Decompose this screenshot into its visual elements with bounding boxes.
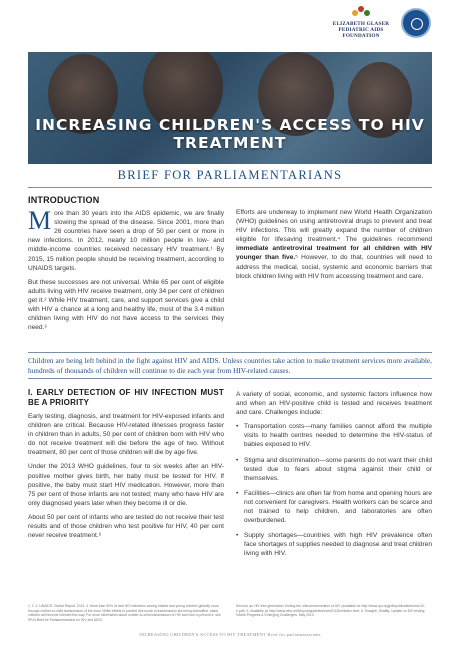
footnotes-left: 1, 2, 3. UNAIDS. Global Report. 2013. 4. More than 90% of new HIV infections among infants and young children globally occur through mother-to-child transmission of the virus. While efforts to prevent this mode of transmission are being intensified, many children will become infected this way. For more information about mother-to-child transmission of HIV and how to prevent it, see IPU's Brief for Parliamentarians on HIV and AIDS. [28,604,221,622]
list-item: • Stigma and discrimination—some parents do not want their child tested due to fears about stigma against their child or themselves. [236,456,432,483]
intro-column-right [236,208,432,286]
intro-paragraph-2: But these successes are not universal. While 65 per cent of eligible adults living with HIV receive treatment, only 34 per cent of children get it.² While HIV treatment, care, and support services give a child with HIV a chance at a long and healthy life, most of the 3.4 million children living with HIV do not have access to the services they need.³ [28,278,224,332]
egpaf-logo [329,6,393,39]
header-logos [329,6,431,39]
egpaf-mark-icon [352,6,370,20]
page-subtitle: BRIEF FOR PARLIAMENTARIANS [117,168,343,182]
pull-quote: Children are being left behind in the fight against HIV and AIDS. Unless countries take action to make treatment services more available, hundreds of thousands of children will continue to die each year from HIV-related causes. [28,352,432,379]
intro-paragraph-1 [28,206,224,273]
section1-heading: I. EARLY DETECTION OF HIV INFECTION MUST BE A PRIORITY [28,388,224,407]
intro-paragraph-3-a: Efforts are underway to implement new World Health Organization (WHO) guidelines on using antiretroviral drugs to prevent and treat HIV infections. This will greatly expand the number of children eligible for lifesaving treatment.⁴ The guidelines recommend [236,209,432,244]
challenges-list [236,422,432,558]
divider [28,187,432,188]
section1-paragraph-3: About 50 per cent of infants who are tested do not receive their test results and of those children who test positive for HIV, 40 per cent never receive treatment.⁶ [28,513,224,540]
page-footer: INCREASING CHILDREN'S ACCESS TO HIV TREATMENT Brief for parliamentarians [139,632,321,637]
hero-banner [28,52,432,164]
intro-paragraph-3 [236,208,432,281]
page-title: INCREASING CHILDREN'S ACCESS TO HIV TREATMENT [35,116,425,152]
dropcap: M [28,206,52,236]
intro-paragraph-3-bold: immediate antiretroviral treatment for all children with HIV younger than five. [236,245,432,262]
list-item: • Supply shortages—countries with high HIV prevalence often face shortages of supplies needed to diagnose and treat children living with HIV. [236,531,432,558]
egpaf-logo-text: ELIZABETH GLASER PEDIATRIC AIDS FOUNDATION [332,21,390,39]
section1-paragraph-2: Under the 2013 WHO guidelines, four to six weeks after an HIV-positive mother gives birth, her baby must be tested for HIV. If positive, the baby must start HIV medication. However, more than 75 per cent of those infants are not tested; many who have HIV are only diagnosed years later when they become ill or die. [28,463,224,507]
intro-heading: INTRODUCTION [28,195,100,205]
section1-paragraph-1: Early testing, diagnosis, and treatment for HIV-exposed infants and children are critical. Because HIV-related illnesses progress faster in children than in adults, 50 per cent of children born with HIV who do not receive treatment will die before the age of two. Without treatment, 80 per cent of those children will die by age five. [28,413,224,457]
list-item: • Transportation costs—many families cannot afford the multiple visits to health centres needed to determine the HIV-status of babies exposed to HIV. [236,422,432,449]
section1-paragraph-4: A variety of social, economic, and systemic factors influence how and when an HIV-positive child is tested and receives treatment and care. Challenges include: [236,391,432,417]
ipu-seal-icon [401,8,431,38]
section1-column-right [236,390,432,565]
section1-column-left [28,388,224,545]
intro-paragraph-1-text: ore than 30 years into the AIDS epidemic, we are finally slowing the spread of the disease. Since 2001, more than 26 countries have seen a drop of 50 per cent or more in new infections. In 2012, nearly 10 million people in low- and middle-income countries received necessary HIV treatment.¹ By 2015, 15 million people should be receiving treatment, according to UNAIDS targets. [28,210,224,272]
intro-column-left [28,196,224,337]
intro-paragraph-3-c: ⁵ However, to do that, countries will need to address the medical, social, systemic and economic barriers that block children living with HIV from accessing treatment and care. [236,254,433,280]
list-item: • Facilities—clinics are often far from home and opening hours are not convenient for caregivers. Health workers can be scarce and not trained to help children, and laboratories are often overburdened. [236,489,432,525]
footnotes-right: Second, an HIV-free generation: finding the critical intervention of HIV (available at: http://www.ipu.org/pdf/publications/mch12-e.pdf). 5. Available at: http://www.who.int/hiv/pub/guidelines/arv2013/en/index.html. 6. Essajee, Shaffiq. Update on EID testing. Global Progress & Emerging Challenges. May 2013. [236,604,426,618]
